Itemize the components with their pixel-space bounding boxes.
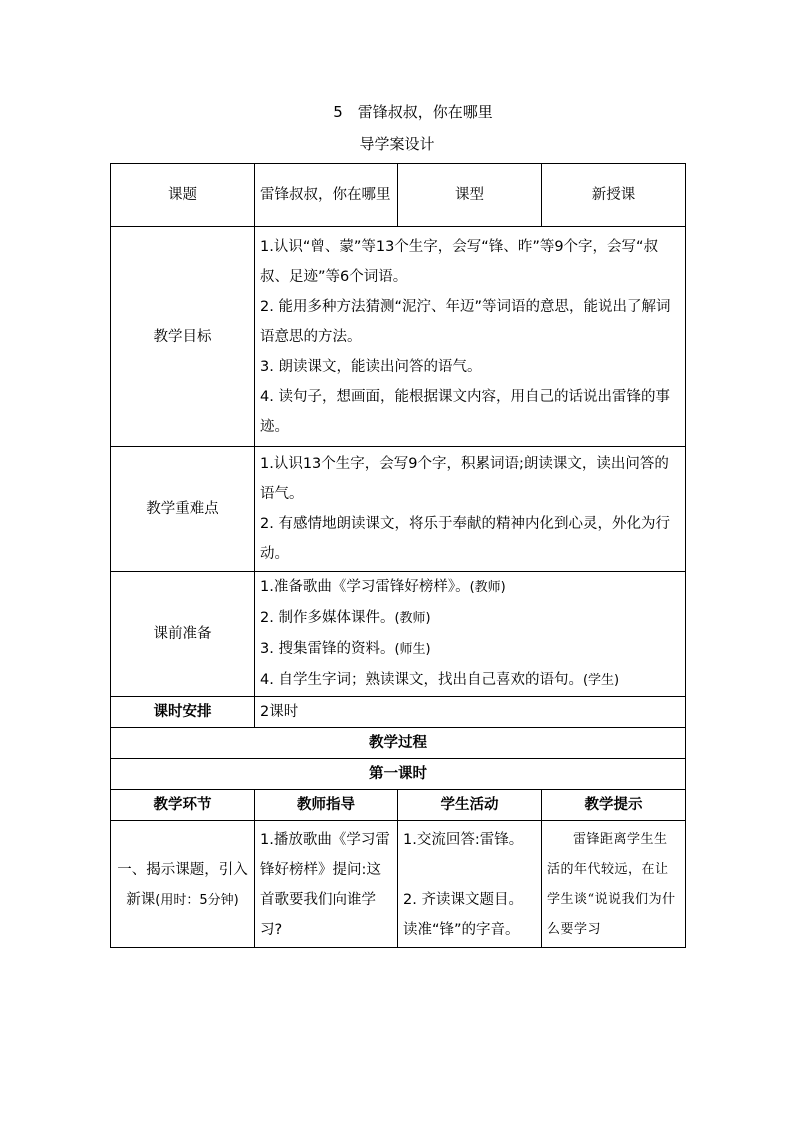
prep-item-note: (学生) [582, 673, 620, 688]
column-header-row [111, 790, 686, 821]
preparation-label: 课前准备 [111, 572, 255, 697]
document-title: 5 雷锋叔叔，你在哪里 [333, 103, 493, 121]
goal-item: 1.认识“曾、蒙”等13个生字，会写“锋、昨”等9个字，会写“叔叔、足迹”等6个词语。 [260, 238, 659, 285]
process-row [111, 728, 686, 759]
prep-item-note: (师生) [394, 642, 431, 657]
step-student-activity [398, 821, 542, 948]
goals-content [255, 227, 686, 447]
schedule-row [111, 697, 686, 728]
type-value: 新授课 [542, 164, 686, 227]
activity-spacer [403, 855, 536, 885]
goals-label: 教学目标 [111, 227, 255, 447]
preparation-row [111, 572, 686, 697]
prep-item-text: 4. 自学生字词；熟读课文，找出自己喜欢的语句。 [260, 672, 583, 688]
key-point-item: 1.认识13个生字，会写9个字，积累词语;朗读课文，读出问答的语气。 [260, 456, 669, 502]
prep-item [260, 572, 680, 603]
schedule-label: 课时安排 [111, 697, 255, 728]
column-header: 教学环节 [111, 790, 255, 821]
goal-item: 4. 读句子，想画面，能根据课文内容，用自己的话说出雷锋的事迹。 [260, 388, 670, 435]
column-header: 教学提示 [542, 790, 686, 821]
step-teacher-guidance: 1.播放歌曲《学习雷锋好榜样》提问:这首歌要我们向谁学习? [255, 821, 398, 948]
lesson-heading: 第一课时 [111, 759, 686, 790]
lesson-plan-table [110, 163, 686, 948]
key-points-content [255, 447, 686, 572]
student-activity-item: 1.交流回答:雷锋。 [403, 832, 524, 848]
topic-value: 雷锋叔叔，你在哪里 [255, 164, 398, 227]
prep-item [260, 665, 680, 696]
topic-row [111, 164, 686, 227]
prep-item [260, 603, 680, 634]
goal-item: 3. 朗读课文，能读出问答的语气。 [260, 358, 482, 375]
lesson-row [111, 759, 686, 790]
column-header: 学生活动 [398, 790, 542, 821]
schedule-value: 2课时 [255, 697, 686, 728]
prep-item-note: (教师) [394, 611, 431, 626]
topic-label: 课题 [111, 164, 255, 227]
step-stage [111, 821, 255, 948]
process-heading: 教学过程 [111, 728, 686, 759]
column-header: 教师指导 [255, 790, 398, 821]
step-row [111, 821, 686, 948]
preparation-content [255, 572, 686, 697]
key-points-label: 教学重难点 [111, 447, 255, 572]
type-label: 课型 [398, 164, 542, 227]
document-subtitle: 导学案设计 [359, 135, 435, 153]
prep-item-note: (教师) [469, 580, 506, 595]
step-stage-note: (用时：5分钟) [155, 892, 239, 908]
student-activity-item: 2. 齐读课文题目。读准“锋”的字音。 [403, 892, 523, 938]
prep-item-text: 2. 制作多媒体课件。 [260, 610, 395, 626]
prep-item-text: 3. 搜集雷锋的资料。 [260, 641, 395, 657]
goals-row [111, 227, 686, 447]
prep-item-text: 1.准备歌曲《学习雷锋好榜样》。 [260, 579, 470, 595]
prep-item [260, 634, 680, 665]
key-points-row [111, 447, 686, 572]
step-stage-text: 一、揭示课题，引入新课 [117, 861, 248, 908]
step-teaching-hint: 雷锋距离学生生活的年代较远，在让学生谈“说说我们为什么要学习 [542, 821, 686, 948]
key-point-item: 2. 有感情地朗读课文，将乐于奉献的精神内化到心灵，外化为行动。 [260, 516, 670, 562]
goal-item: 2. 能用多种方法猜测“泥泞、年迈”等词语的意思，能说出了解词语意思的方法。 [260, 298, 671, 345]
